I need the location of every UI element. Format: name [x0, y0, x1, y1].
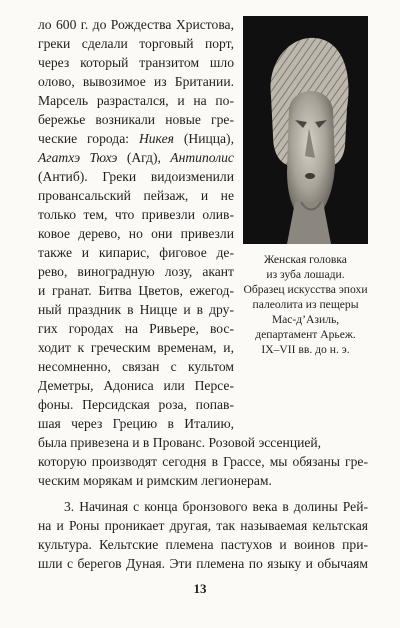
text-run: (Агд),	[126, 150, 161, 165]
text-line: которую производят сегодня в Грассе, мы обязаны гре-	[38, 454, 368, 469]
text-run: (Ницца),	[183, 131, 234, 146]
text-line: рево, виноградную лозу, акант	[38, 264, 234, 279]
text-line: бережье возникали новые гре-	[38, 112, 234, 127]
text-line: ковое дерево, но они привезли	[38, 226, 234, 241]
caption-line: Мас-д’Азиль,	[271, 313, 340, 326]
text-line: и гранат. Битва Цветов, ежегод-	[38, 283, 234, 298]
text-line: несомненно, связан с культом	[38, 359, 234, 374]
page-number: 13	[193, 581, 207, 596]
artifact-photo	[243, 16, 368, 244]
text-line	[38, 149, 234, 166]
text-line: ходит к греческим временам, и,	[38, 340, 234, 355]
text-run-italic: Антиполис	[170, 150, 234, 165]
text-line	[38, 130, 234, 147]
text-line: гих городах на Ривьере, вос-	[38, 321, 234, 336]
text-run-italic: Агатхэ Тюхэ	[38, 150, 118, 165]
caption-line: палеолита из пещеры	[252, 298, 359, 311]
text-line: через который транзитом шло	[38, 55, 234, 70]
text-line: также и кипарис, фиговое де-	[38, 245, 234, 260]
text-line: культура. Кельтские племена пастухов и воинов при-	[38, 537, 368, 552]
text-run-italic: Никея	[138, 131, 174, 146]
caption-line: из зуба лошади.	[266, 268, 345, 281]
female-head-figurine-image	[243, 16, 368, 244]
text-line: олово, вывозимое из Британии.	[38, 74, 234, 89]
caption-line: IX–VII вв. до н. э.	[261, 343, 350, 356]
text-run: ческие города:	[38, 131, 130, 146]
text-line: (Антиб). Греки видоизменили	[38, 169, 234, 184]
text-line: была привезена и в Прованс. Розовой эссенцией,	[38, 435, 322, 450]
text-line: фоны. Персидская роза, попав-	[38, 397, 234, 412]
caption-line: Женская головка	[264, 253, 347, 266]
text-line: шая через Грецию в Италию,	[38, 416, 234, 431]
text-line: Деметры, Адониса или Персе-	[38, 378, 234, 393]
paragraph-start: 3. Начиная с конца бронзового века в долины Рей-	[64, 499, 368, 514]
text-line: ческим морякам и римским легионерам.	[38, 473, 272, 488]
caption-line: Образец искусства эпохи	[243, 283, 368, 296]
caption-line: департамент Арьеж.	[255, 328, 356, 341]
text-line: провансальский пейзаж, и не	[38, 188, 234, 203]
text-line: шли с берегов Дуная. Эти племена по языку и обычаям	[38, 556, 368, 571]
text-line: на и Роны проникает другая, так называемая кельтская	[38, 518, 368, 533]
text-line: Марсель разрастался, и на по-	[38, 93, 234, 108]
text-line: ло 600 г. до Рождества Христова,	[38, 17, 234, 32]
text-line: греки сделали торговый порт,	[38, 36, 234, 51]
text-line: только тем, что привезли олив-	[38, 207, 234, 222]
text-line: ный праздник в Ницце и в дру-	[38, 302, 234, 317]
